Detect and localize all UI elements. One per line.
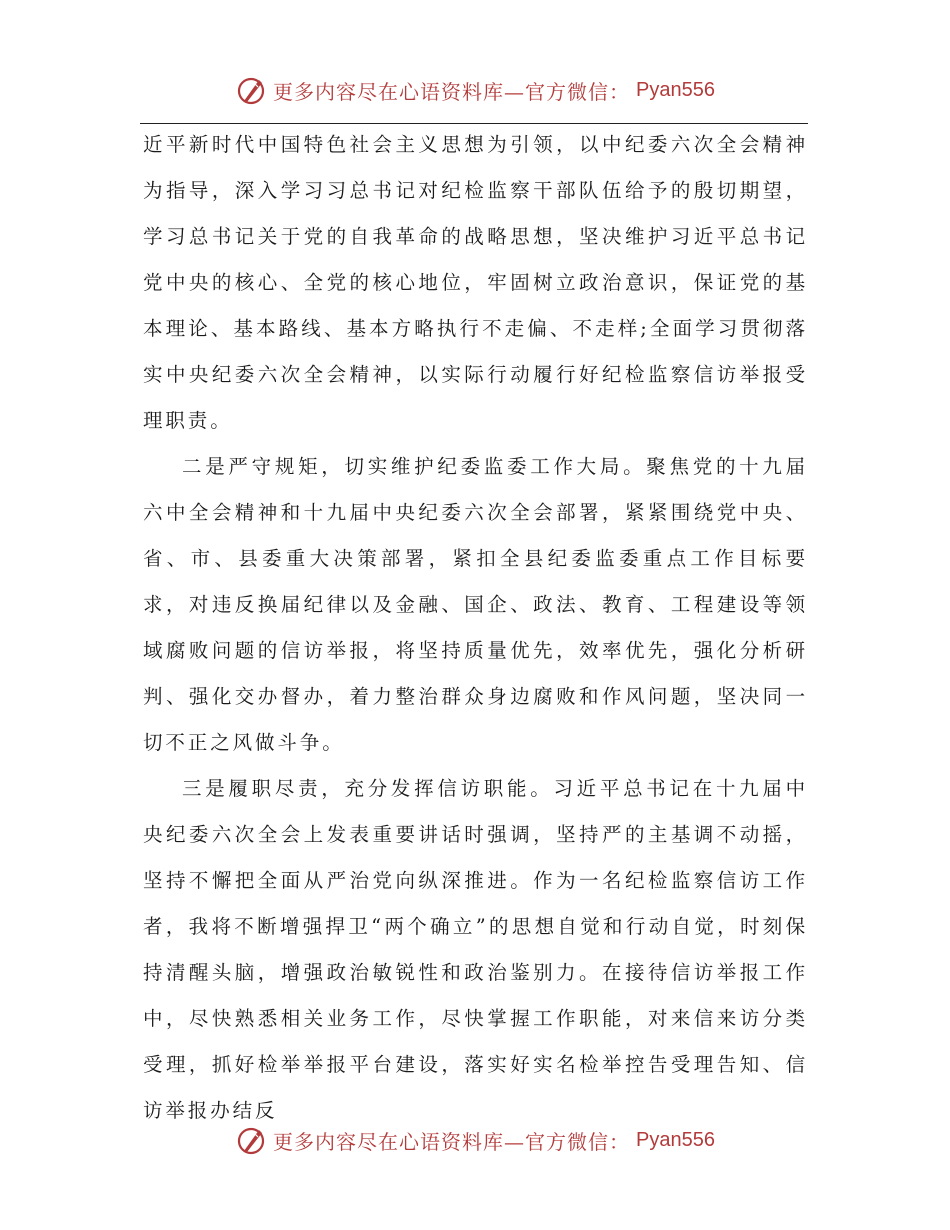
header-banner <box>0 70 950 110</box>
header-banner-text: 更多内容尽在心语资料库—官方微信： <box>273 79 631 104</box>
paragraph-point-two: 二是严守规矩，切实维护纪委监委工作大局。聚焦党的十九届六中全会精神和十九届中央纪委六次全会部署，紧紧围绕党中央、省、市、县委重大决策部署，紧扣全县纪委监委重点工作目标要求，对违反换届纪律以及金融、国企、政法、教育、工程建设等领域腐败问题的信访举报，将坚持质量优先，效率优先，强化分析研判、强化交办督办，着力整治群众身边腐败和作风问题，坚决同一切不正之风做斗争。 <box>143 455 808 754</box>
header-wechat-id: Pyan556 <box>636 78 715 101</box>
header-brand <box>235 74 715 106</box>
paragraph-continued: 近平新时代中国特色社会主义思想为引领，以中纪委六次全会精神为指导，深入学习习总书记对纪检监察干部队伍给予的殷切期望，学习总书记关于党的自我革命的战略思想，坚决维护习近平总书记党中央的核心、全党的核心地位，牢固树立政治意识，保证党的基本理论、基本路线、基本方略执行不走偏、不走样;全面学习贯彻落实中央纪委六次全会精神，以实际行动履行好纪检监察信访举报受理职责。 <box>143 133 808 432</box>
footer-banner-text: 更多内容尽在心语资料库—官方微信： <box>273 1129 631 1154</box>
quill-logo-icon <box>235 1124 267 1156</box>
footer-banner <box>0 1120 950 1160</box>
quill-logo-icon <box>235 74 267 106</box>
footer-wechat-id: Pyan556 <box>636 1128 715 1151</box>
paragraph-point-three: 三是履职尽责，充分发挥信访职能。习近平总书记在十九届中央纪委六次全会上发表重要讲话时强调，坚持严的主基调不动摇，坚持不懈把全面从严治党向纵深推进。作为一名纪检监察信访工作者，我将不断增强捍卫“两个确立”的思想自觉和行动自觉，时刻保持清醒头脑，增强政治敏锐性和政治鉴别力。在接待信访举报工作中，尽快熟悉相关业务工作，尽快掌握工作职能，对来信来访分类受理，抓好检举举报平台建设，落实好实名检举控告受理告知、信访举报办结反 <box>143 777 808 1122</box>
footer-brand <box>235 1124 715 1156</box>
document-body <box>143 122 808 1134</box>
